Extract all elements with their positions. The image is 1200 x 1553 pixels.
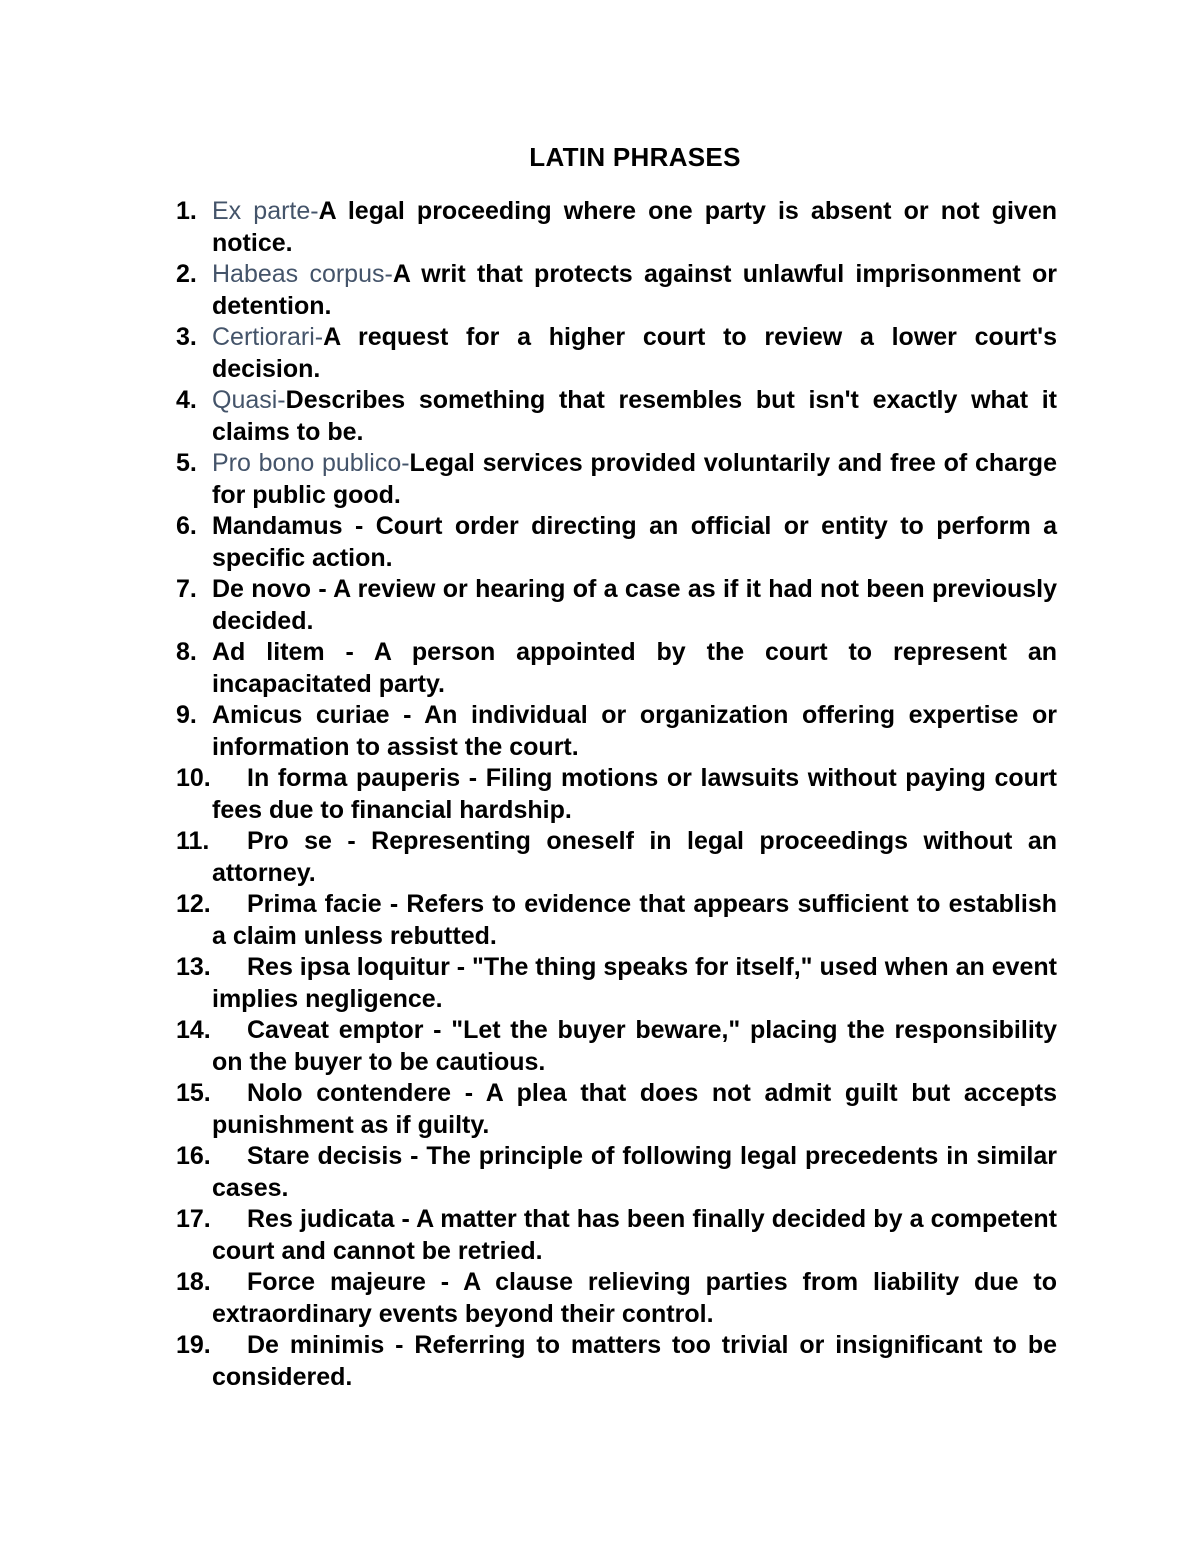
item-term: Pro bono publico- <box>212 449 410 477</box>
list-item <box>176 574 1057 637</box>
item-number: 1. <box>176 197 197 225</box>
item-number: 6. <box>176 512 197 540</box>
item-definition: - "The thing speaks for itself," used when an event implies negligence. <box>212 953 1058 1013</box>
item-term: Nolo contendere <box>247 1079 451 1107</box>
item-term: Ad litem <box>212 638 325 666</box>
item-definition: - A review or hearing of a case as if it had not been previously decided. <box>212 575 1058 635</box>
list-item <box>176 637 1057 700</box>
item-definition: - An individual or organization offering expertise or information to assist the court. <box>212 701 1057 761</box>
item-number: 14. <box>176 1016 211 1044</box>
item-term: De minimis <box>247 1331 385 1359</box>
item-term: Force majeure <box>247 1268 426 1296</box>
item-term: Mandamus <box>212 512 343 540</box>
list-item <box>176 196 1057 259</box>
list-item <box>176 322 1057 385</box>
item-definition: - A plea that does not admit guilt but accepts punishment as if guilty. <box>212 1079 1057 1139</box>
item-definition: - "Let the buyer beware," placing the responsibility on the buyer to be cautious. <box>212 1016 1058 1076</box>
item-term: Prima facie <box>247 890 382 918</box>
item-number: 8. <box>176 638 197 666</box>
item-definition: - Refers to evidence that appears sufficient to establish a claim unless rebutted. <box>212 890 1057 950</box>
list-item <box>176 1267 1057 1330</box>
item-number: 4. <box>176 386 197 414</box>
item-term: Stare decisis <box>247 1142 403 1170</box>
item-term: De novo <box>212 575 312 603</box>
item-number: 17. <box>176 1205 211 1233</box>
item-definition: - The principle of following legal precedents in similar cases. <box>212 1142 1058 1202</box>
item-definition: A writ that protects against unlawful imprisonment or detention. <box>212 260 1057 320</box>
item-term: Habeas corpus- <box>212 260 393 288</box>
list-item <box>176 952 1057 1015</box>
item-number: 11. <box>176 827 210 855</box>
item-number: 10. <box>176 764 211 792</box>
item-term: Ex parte- <box>212 197 319 225</box>
item-number: 13. <box>176 953 211 981</box>
list-item <box>176 1204 1057 1267</box>
item-number: 7. <box>176 575 197 603</box>
item-term: Quasi- <box>212 386 286 414</box>
item-definition: A request for a higher court to review a lower court's decision. <box>212 323 1057 383</box>
item-definition: - Filing motions or lawsuits without paying court fees due to financial hardship. <box>212 764 1058 824</box>
item-definition: - Representing oneself in legal proceedings without an attorney. <box>212 827 1057 887</box>
item-number: 18. <box>176 1268 211 1296</box>
item-term: Certiorari- <box>212 323 324 351</box>
phrase-list <box>176 196 1057 1393</box>
list-item <box>176 1141 1057 1204</box>
list-item <box>176 385 1057 448</box>
list-item <box>176 1015 1057 1078</box>
item-number: 9. <box>176 701 197 729</box>
item-definition: - Court order directing an official or entity to perform a specific action. <box>212 512 1057 572</box>
item-definition: - Referring to matters too trivial or insignificant to be considered. <box>212 1331 1058 1391</box>
item-number: 16. <box>176 1142 211 1170</box>
item-definition: - A person appointed by the court to represent an incapacitated party. <box>212 638 1058 698</box>
item-definition: - A clause relieving parties from liability due to extraordinary events beyond their control. <box>212 1268 1057 1328</box>
list-item <box>176 763 1057 826</box>
list-item <box>176 700 1057 763</box>
item-term: Amicus curiae <box>212 701 390 729</box>
list-item <box>176 889 1057 952</box>
item-number: 2. <box>176 260 197 288</box>
item-term: Caveat emptor <box>247 1016 424 1044</box>
item-definition: A legal proceeding where one party is absent or not given notice. <box>212 197 1058 257</box>
item-definition: Describes something that resembles but isn't exactly what it claims to be. <box>212 386 1057 446</box>
item-term: Res ipsa loquitur <box>247 953 450 981</box>
item-number: 19. <box>176 1331 211 1359</box>
list-item <box>176 511 1057 574</box>
item-number: 5. <box>176 449 197 477</box>
list-item <box>176 1330 1057 1393</box>
page-title: LATIN PHRASES <box>529 142 741 172</box>
item-number: 15. <box>176 1079 211 1107</box>
item-term: In forma pauperis <box>247 764 461 792</box>
item-definition: - A matter that has been finally decided by a competent court and cannot be retried. <box>212 1205 1058 1265</box>
list-item <box>176 259 1057 322</box>
list-item <box>176 448 1057 511</box>
list-item <box>176 1078 1057 1141</box>
item-number: 12. <box>176 890 211 918</box>
item-number: 3. <box>176 323 197 351</box>
item-term: Pro se <box>247 827 332 855</box>
list-item <box>176 826 1057 889</box>
item-definition: Legal services provided voluntarily and free of charge for public good. <box>212 449 1057 509</box>
item-term: Res judicata <box>247 1205 395 1233</box>
